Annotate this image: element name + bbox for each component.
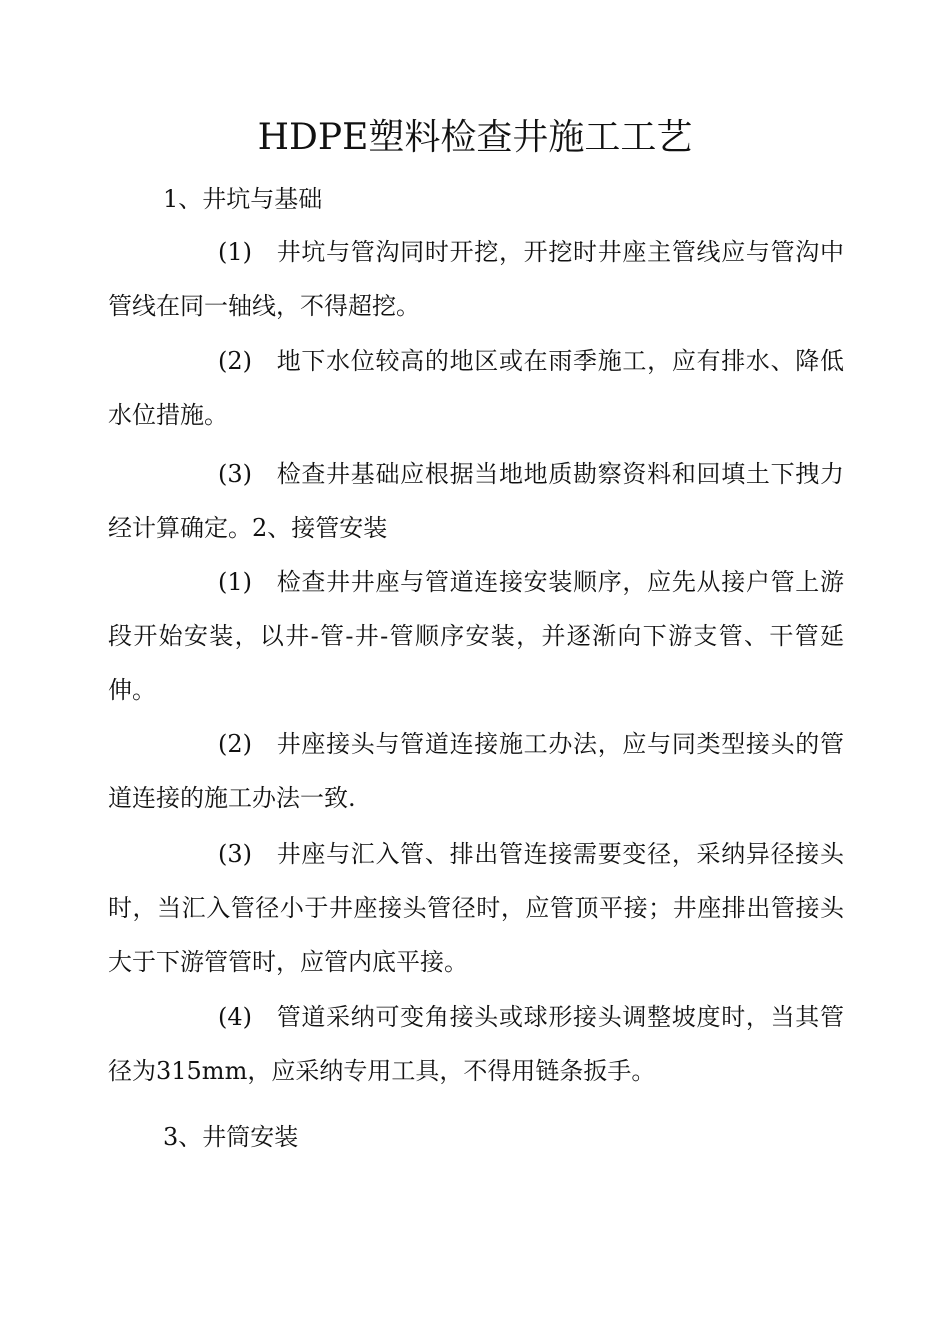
paragraph-2-1: [108, 555, 844, 717]
item-number: (3): [218, 840, 252, 868]
item-number: (3): [218, 460, 252, 488]
section-heading-3: 3、井筒安装: [163, 1123, 299, 1151]
item-number: (2): [218, 730, 252, 758]
paragraph-2-4: [108, 990, 844, 1098]
item-text: 井坑与管沟同时开挖，开挖时井座主管线应与管沟中管线在同一轴线，不得超挖。: [108, 238, 844, 320]
item-text: 检查井井座与管道连接安装顺序，应先从接户管上游段开始安装，以井-管-井-管顺序安装，并逐渐向下游支管、干管延伸。: [108, 568, 844, 704]
item-text: 管道采纳可变角接头或球形接头调整坡度时，当其管径为315mm，应采纳专用工具，不得用链条扳手。: [108, 1003, 844, 1085]
item-number: (4): [218, 1003, 252, 1031]
document-title: HDPE塑料检查井施工工艺: [257, 117, 693, 158]
item-number: (1): [218, 238, 252, 266]
item-text: 检查井基础应根据当地地质勘察资料和回填土下拽力经计算确定。2、接管安装: [108, 460, 844, 542]
section-heading-1: 1、井坑与基础: [163, 185, 323, 213]
item-number: (1): [218, 568, 252, 596]
paragraph-2-3: [108, 827, 844, 989]
paragraph-1-3: [108, 447, 844, 555]
paragraph-2-2: [108, 717, 844, 825]
item-number: (2): [218, 347, 252, 375]
paragraph-1-2: [108, 334, 844, 442]
item-text: 井座接头与管道连接施工办法，应与同类型接头的管道连接的施工办法一致.: [108, 730, 844, 812]
item-text: 井座与汇入管、排出管连接需要变径，采纳异径接头时，当汇入管径小于井座接头管径时，应管顶平接；井座排出管接头大于下游管管时，应管内底平接。: [108, 840, 844, 976]
item-text: 地下水位较高的地区或在雨季施工，应有排水、降低水位措施。: [108, 347, 844, 429]
paragraph-1-1: [108, 225, 844, 333]
